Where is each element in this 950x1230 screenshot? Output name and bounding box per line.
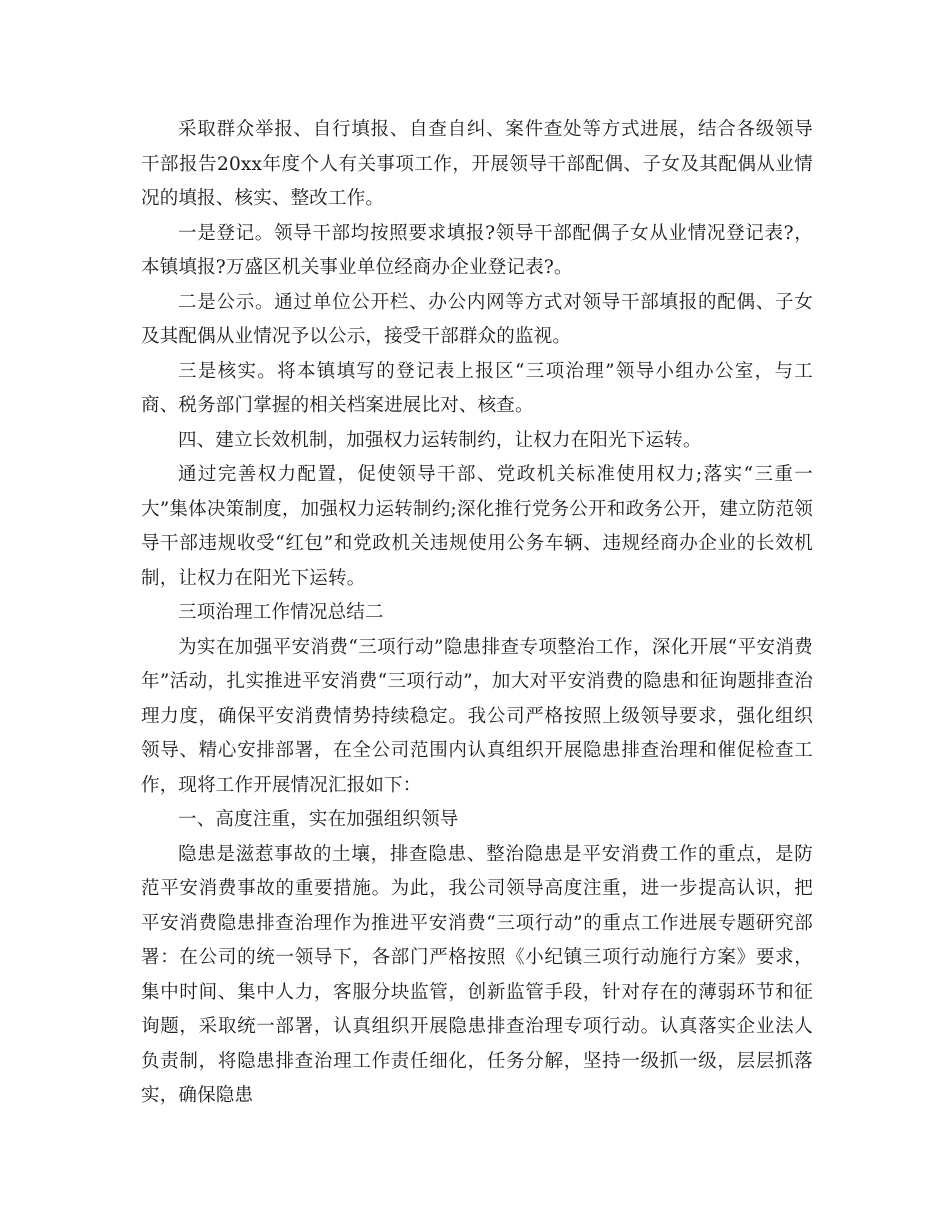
- document-body: [141, 113, 813, 1114]
- paragraph-publicity: 二是公示。通过单位公开栏、办公内网等方式对领导干部填报的配偶、子女及其配偶从业情况予以公示，接受干部群众的监视。: [141, 291, 813, 347]
- paragraph-power-allocation: 通过完善权力配置，促使领导干部、党政机关标准使用权力;落实“三重一大”集体决策制度，加强权力运转制约;深化推行党务公开和政务公开，建立防范领导干部违规收受“红包”和党政机关违规使用公务车辆、违规经商办企业的长效机制，让权力在阳光下运转。: [141, 464, 813, 589]
- paragraph-registration: 一是登记。领导干部均按照要求填报?领导干部配偶子女从业情况登记表?，本镇填报?万盛区机关事业单位经商办企业登记表?。: [141, 222, 813, 278]
- paragraph-safety-actions-intro: 为实在加强平安消费“三项行动”隐患排查专项整治工作，深化开展“平安消费年”活动，扎实推进平安消费“三项行动”，加大对平安消费的隐患和征询题排查治理力度，确保平安消费情势持续稳定。我公司严格按照上级领导要求，强化组织领导、精心安排部署，在全公司范围内认真组织开展隐患排查治理和催促检查工作，现将工作开展情况汇报如下：: [141, 636, 813, 796]
- section-heading-organization: 一、高度注重，实在加强组织领导: [178, 809, 459, 830]
- section-title-summary-two: 三项治理工作情况总结二: [178, 602, 384, 623]
- paragraph-verification: 三是核实。将本镇填写的登记表上报区“三项治理”领导小组办公室，与工商、税务部门掌握的相关档案进展比对、核查。: [141, 360, 813, 416]
- section-heading-long-term-mechanism: 四、建立长效机制，加强权力运转制约，让权力在阳光下运转。: [178, 429, 702, 451]
- paragraph-reporting-methods: 采取群众举报、自行填报、自查自纠、案件查处等方式进展，结合各级领导干部报告20xx年度个人有关事项工作，开展领导干部配偶、子女及其配偶从业情况的填报、核实、整改工作。: [141, 119, 813, 209]
- paragraph-hidden-dangers: 隐患是滋惹事故的土壤，排查隐患、整治隐患是平安消费工作的重点，是防范平安消费事故的重要措施。为此，我公司领导高度注重，进一步提高认识，把平安消费隐患排查治理作为推进平安消费“三项行动”的重点工作进展专题研究部署：在公司的统一领导下，各部门严格按照《小纪镇三项行动施行方案》要求，集中时间、集中人力，客服分块监管，创新监管手段，针对存在的薄弱环节和征询题，采取统一部署，认真组织开展隐患排查治理专项行动。认真落实企业法人负责制，将隐患排查治理工作责任细化，任务分解，坚持一级抓一级，层层抓落实，确保隐患: [141, 843, 813, 1106]
